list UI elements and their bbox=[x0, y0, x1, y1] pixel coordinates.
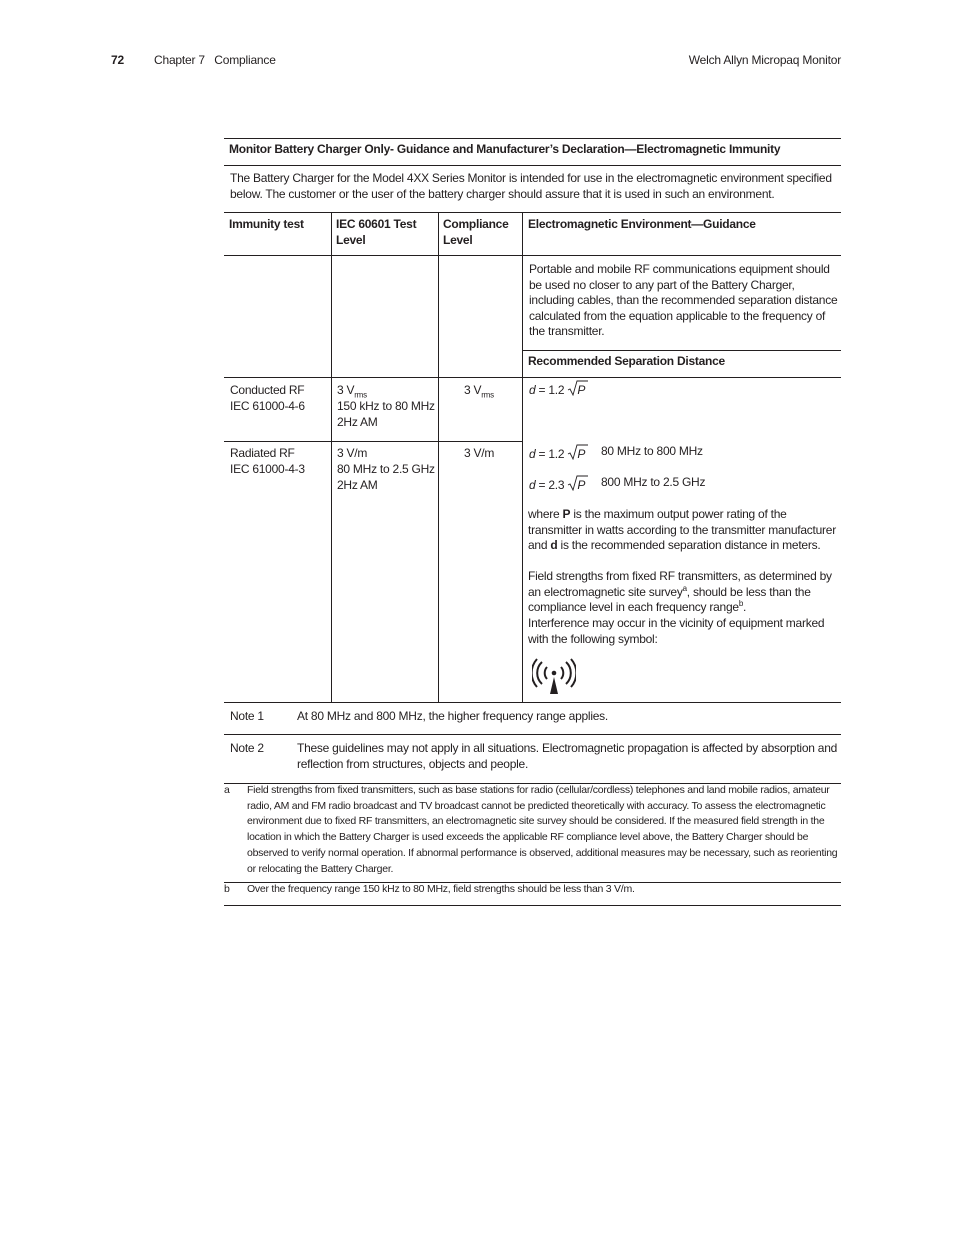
row1-level-sub: rms bbox=[354, 390, 367, 400]
row1-level-main: 3 V bbox=[337, 383, 355, 397]
row2-compliance: 3 V/m bbox=[464, 446, 495, 460]
page-number: 72 bbox=[111, 53, 124, 67]
row1-test-line2: IEC 61000-4-6 bbox=[230, 399, 305, 413]
footnote-a-text: Field strengths from fixed transmitters, such as base stations for radio (cellular/cordless) telephones and land mobile radios, amateur radio, AM and FM radio broadcast and TV broadcast cannot be predicted theoretically with accuracy. To assess the electromagnetic environment due to fixed RF transmitters, an electromagnetic site survey should be considered. If the measured field strength in the location in which the Battery Charger is used exceeds the applicable RF compliance level above, the Battery Charger should be observed to verify normal operation. If abnormal performance is observed, additional measures may be necessary, such as reorienting or relocating the Battery Charger. bbox=[247, 784, 838, 875]
formula-var-p: P bbox=[577, 447, 586, 461]
note2-text: These guidelines may not apply in all situations. Electromagnetic propagation is affected by absorption and reflection from structures, objects and people. bbox=[297, 741, 838, 771]
non-ionizing-radiation-icon bbox=[532, 658, 576, 701]
footnote-a-mark: a bbox=[224, 784, 230, 796]
rule-footnote-b bbox=[224, 905, 841, 906]
field-sup-a: a bbox=[682, 583, 687, 593]
rule-separation bbox=[224, 377, 841, 378]
range-80-800: 80 MHz to 800 MHz bbox=[601, 444, 703, 458]
col-header-compliance-level: Compliance Level bbox=[443, 217, 509, 247]
d-bold: d bbox=[550, 538, 558, 552]
row1-level bbox=[337, 383, 367, 399]
col-header-immunity-test: Immunity test bbox=[229, 217, 304, 231]
rule-guidance-intro bbox=[522, 350, 841, 351]
formula-radiated-high bbox=[529, 475, 585, 496]
rule-title bbox=[224, 165, 841, 166]
formula-var-d: d bbox=[529, 478, 536, 492]
col-divider-2 bbox=[438, 213, 439, 702]
table-title: Monitor Battery Charger Only- Guidance and Manufacturer’s Declaration—Electromagnetic Immunity bbox=[229, 142, 781, 156]
product-title: Welch Allyn Micropaq Monitor bbox=[688, 53, 841, 67]
col-divider-1 bbox=[331, 213, 332, 702]
where-word: where bbox=[528, 507, 563, 521]
formula-conducted bbox=[529, 380, 585, 401]
row1-level-line2: 150 kHz to 80 MHz bbox=[337, 399, 435, 413]
range-800-2500: 800 MHz to 2.5 GHz bbox=[601, 475, 706, 489]
formula-var-d: d bbox=[529, 447, 536, 461]
field-1: Field strengths from fixed RF transmitters, as determined by an electromagnetic site survey bbox=[528, 569, 832, 599]
chapter-title: Chapter 7 Compliance bbox=[154, 53, 276, 67]
guidance-where bbox=[528, 507, 840, 554]
row1-compliance bbox=[464, 383, 494, 399]
row1-compliance-main: 3 V bbox=[464, 383, 482, 397]
col-header-guidance: Electromagnetic Environment—Guidance bbox=[528, 217, 756, 231]
col-header-iec-level: IEC 60601 Test Level bbox=[336, 217, 417, 247]
row1-level-line3: 2Hz AM bbox=[337, 415, 378, 429]
guidance-field bbox=[528, 569, 840, 616]
guidance-interference: Interference may occur in the vicinity of equipment marked with the following symbol: bbox=[528, 616, 825, 646]
row2-test-line2: IEC 61000-4-3 bbox=[230, 462, 305, 476]
formula-coef: = 1.2 bbox=[535, 447, 565, 461]
field-sup-b: b bbox=[738, 599, 744, 608]
row2-level: 3 V/m bbox=[337, 446, 368, 460]
formula-var-p: P bbox=[577, 383, 586, 397]
rule-table-end bbox=[224, 702, 841, 703]
col-divider-3 bbox=[522, 213, 523, 702]
rule-header bbox=[224, 255, 841, 256]
guidance-intro: Portable and mobile RF communications equipment should be used no closer to any part of the Battery Charger, including cables, than the recommended separation distance calculated from the equation applicable to the frequency of the transmitter. bbox=[529, 262, 838, 338]
formula-coef: = 1.2 bbox=[535, 383, 565, 397]
row2-test-line1: Radiated RF bbox=[230, 446, 295, 460]
footnote-b-mark: b bbox=[224, 883, 230, 895]
field-3: . bbox=[743, 600, 747, 614]
formula-var-d: d bbox=[529, 383, 536, 397]
d-desc: is the recommended separation distance in meters. bbox=[557, 538, 821, 552]
row1-compliance-sub: rms bbox=[481, 390, 494, 400]
rule-row1 bbox=[224, 441, 522, 442]
p-bold: P bbox=[562, 507, 571, 521]
formula-coef: = 2.3 bbox=[535, 478, 565, 492]
row2-level-line3: 2Hz AM bbox=[337, 478, 378, 492]
table-intro: The Battery Charger for the Model 4XX Series Monitor is intended for use in the electromagnetic environment specified below. The customer or the user of the battery charger should assure that it is used in such an environment. bbox=[230, 171, 832, 201]
footnote-b-text: Over the frequency range 150 kHz to 80 MHz, field strengths should be less than 3 V/m. bbox=[247, 883, 635, 895]
rule-note1 bbox=[224, 734, 841, 735]
p-desc: is the maximum output power rating of the transmitter in watts according to the transmitter manufacturer and bbox=[528, 507, 836, 552]
note2-label: Note 2 bbox=[230, 741, 264, 755]
separation-heading: Recommended Separation Distance bbox=[528, 354, 725, 368]
formula-radiated-low bbox=[529, 444, 585, 465]
row2-level-line2: 80 MHz to 2.5 GHz bbox=[337, 462, 435, 476]
formula-var-p: P bbox=[577, 478, 586, 492]
row1-test-line1: Conducted RF bbox=[230, 383, 305, 397]
rule-intro bbox=[224, 212, 841, 213]
field-2: , should be less than the compliance level in each frequency range bbox=[528, 584, 811, 614]
note1-label: Note 1 bbox=[230, 709, 264, 723]
rule-top bbox=[224, 138, 841, 139]
note1-text: At 80 MHz and 800 MHz, the higher frequency range applies. bbox=[297, 709, 609, 723]
